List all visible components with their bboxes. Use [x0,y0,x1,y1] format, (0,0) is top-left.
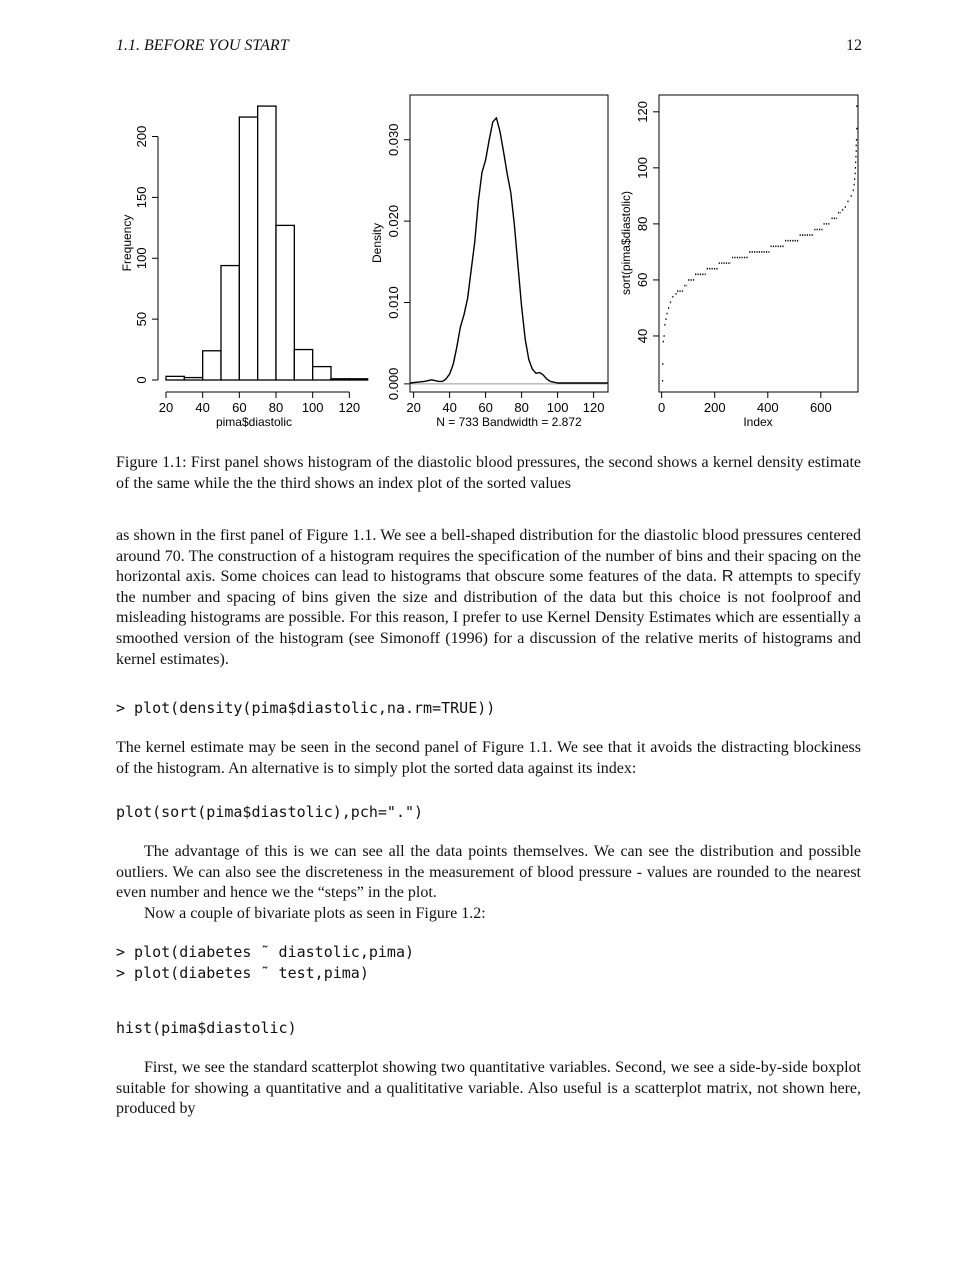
density-y-axis-label: Density [370,222,384,264]
histogram-y-tick-label: 150 [134,186,149,209]
histogram-bar [276,225,294,380]
density-x-tick-label: 100 [546,400,569,415]
index-x-tick-label: 400 [756,400,779,415]
index-y-tick-label: 40 [635,328,650,344]
histogram-x-tick-label: 60 [232,400,247,415]
index-x-tick-label: 600 [810,400,832,415]
density-y-tick-label: 0.030 [386,123,401,157]
index-x-axis-label: Index [743,415,773,429]
histogram-bar [294,350,312,380]
density-x-tick-label: 80 [514,400,529,415]
index-y-tick-label: 60 [635,272,650,288]
histogram-x-tick-label: 80 [268,400,284,415]
histogram-y-tick-label: 50 [134,311,149,327]
density-y-tick-label: 0.000 [386,367,401,401]
density-x-axis-label: N = 733 Bandwidth = 2.872 [436,415,582,429]
code-block-hist: hist(pima$diastolic) [116,1019,297,1037]
code-block-bivariate: > plot(diabetes ˜ diastolic,pima) > plot(diabetes ˜ test,pima) [116,943,415,982]
histogram-bar [258,106,276,380]
paragraph-1-part-a: as shown in the first panel of Figure 1.1. We see a bell-shaped distribution for the diastolic blood pressures centered around 70. The construction of a histogram requires the specification of the number of bins and their spacing on the horizontal axis. Some choices can lead to histograms that obscure some features of the data. [116,527,861,586]
paragraph-2: The kernel estimate may be seen in the second panel of Figure 1.1. We see that it avoids the distracting blockiness of the histogram. An alternative is to simply plot the sorted data against its index: [116,739,861,777]
density-x-tick-label: 60 [478,400,493,415]
running-head: 1.1. BEFORE YOU START [116,37,289,54]
index-x-tick-label: 0 [658,400,666,415]
histogram-bar [313,367,331,380]
paragraph-4: Now a couple of bivariate plots as seen in Figure 1.2: [144,905,486,922]
histogram-y-tick-label: 200 [134,125,149,148]
histogram-x-tick-label: 120 [338,400,361,415]
density-x-tick-label: 20 [406,400,421,415]
code-block-sort: plot(sort(pima$diastolic),pch=".") [116,803,424,821]
density-y-tick-label: 0.020 [386,204,401,238]
histogram-bar [221,266,239,380]
figure-caption: Figure 1.1: First panel shows histogram of the diastolic blood pressures, the second shows a kernel density estimate of the same while the the third shows an index plot of the sorted values [116,454,861,492]
histogram-y-axis-label: Frequency [120,214,134,272]
histogram-x-axis-label: pima$diastolic [215,415,293,429]
density-plot-frame [410,95,608,392]
histogram-bar [203,351,221,380]
density-curve [410,118,608,383]
histogram-bar [239,117,257,380]
r-software-name: R [721,568,734,586]
density-x-tick-label: 120 [582,400,605,415]
paragraph-1 [116,526,861,670]
histogram-x-tick-label: 40 [195,400,210,415]
index-plot-frame [659,95,858,392]
density-y-tick-label: 0.010 [386,286,401,319]
page-number: 12 [846,37,862,54]
index-y-tick-label: 100 [635,156,650,179]
paragraph-3: The advantage of this is we can see all the data points themselves. We can see the distribution and possible outliers. We can also see the discreteness in the measurement of blood pressure - values are rounded to the nearest even number and hence we the “steps” in the plot. [116,843,861,902]
histogram-bar [166,376,184,380]
index-y-axis-label: sort(pima$diastolic) [619,190,633,296]
paragraph-1-part-b: attempts to specify the number and spacing of bins given the size and distribution of the data but this choice is not foolproof and misleading histograms are possible. For this reason, I prefer to use Kernel Density Estimates which are essentially a smoothed version of the histogram (see Simonoff (1996) for a discussion of the relative merits of histograms and kernel estimates). [116,568,861,668]
paragraph-5: First, we see the standard scatterplot showing two quantitative variables. Second, we see a side-by-side boxplot suitable for showing a quantitative and a qualititative variable. Also useful is a scatterplot matrix, not shown here, produced by [116,1059,861,1118]
figure-1-1 [0,0,979,440]
histogram-x-tick-label: 100 [301,400,324,415]
histogram-x-tick-label: 20 [158,400,174,415]
histogram-bar [349,379,367,380]
histogram-bar [184,378,202,380]
index-y-tick-label: 80 [635,216,650,232]
density-x-tick-label: 40 [442,400,457,415]
histogram-y-tick-label: 100 [134,247,149,270]
index-x-tick-label: 200 [703,400,726,415]
figure-1-1-panels [0,0,979,440]
index-y-tick-label: 120 [635,100,650,123]
code-block-density: > plot(density(pima$diastolic,na.rm=TRUE)) [116,699,496,717]
histogram-bar [331,379,349,380]
histogram-y-tick-label: 0 [134,376,149,384]
